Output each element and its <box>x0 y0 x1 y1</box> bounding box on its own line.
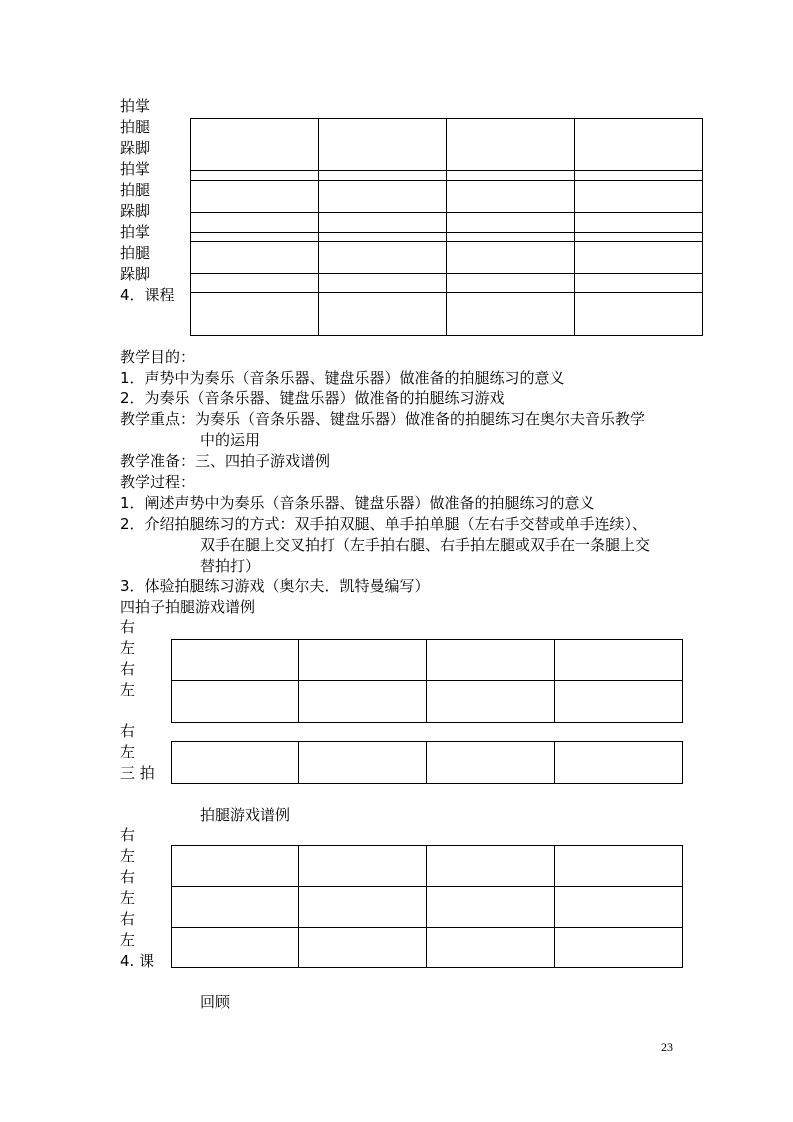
objective-2: 2．为奏乐（音条乐器、键盘乐器）做准备的拍腿练习游戏 <box>120 389 505 407</box>
objective-heading: 教学目的： <box>120 348 196 366</box>
three-beat-grid <box>171 845 683 968</box>
process-step-3: 3．体验拍腿练习游戏（奥尔夫．凯特曼编写） <box>120 577 430 595</box>
grid-row <box>172 846 683 887</box>
grid-row <box>191 171 703 181</box>
process-step-2-line-3: 替拍打） <box>200 557 261 575</box>
three-beat-label-course: 4. 课 <box>120 952 155 970</box>
label-stomp-1: 跺脚 <box>120 139 151 157</box>
four-beat-label-left-1: 左 <box>120 639 136 657</box>
grid-row <box>191 233 703 242</box>
four-beat-label-right-3: 右 <box>120 722 136 740</box>
grid-row <box>191 181 703 213</box>
grid-row <box>172 928 683 968</box>
label-thigh-3: 拍腿 <box>120 244 151 262</box>
four-beat-grid-1 <box>171 639 683 723</box>
grid-row <box>191 119 703 171</box>
label-thigh-1: 拍腿 <box>120 118 151 136</box>
four-beat-grid-2 <box>171 741 683 784</box>
four-beat-title: 四拍子拍腿游戏谱例 <box>120 598 256 616</box>
three-beat-label-right-3: 右 <box>120 910 136 928</box>
grid-row <box>191 293 703 336</box>
grid-row <box>191 242 703 274</box>
key-point-line-2: 中的运用 <box>200 431 261 449</box>
label-clap-2: 拍掌 <box>120 160 151 178</box>
top-score-grid <box>190 118 703 336</box>
process-step-1: 1．阐述声势中为奏乐（音条乐器、键盘乐器）做准备的拍腿练习的意义 <box>120 494 595 512</box>
three-beat-title: 拍腿游戏谱例 <box>200 806 291 824</box>
three-beat-label-right-2: 右 <box>120 868 136 886</box>
grid-row <box>172 640 683 681</box>
four-beat-label-three-beat: 三 拍 <box>120 764 155 782</box>
three-beat-label-left-2: 左 <box>120 889 136 907</box>
grid-row <box>191 213 703 233</box>
process-step-2-line-2: 双手在腿上交叉拍打（左手拍右腿、右手拍左腿或双手在一条腿上交 <box>200 536 651 554</box>
grid-row <box>172 742 683 784</box>
four-beat-label-right-2: 右 <box>120 660 136 678</box>
grid-row <box>191 274 703 293</box>
four-beat-label-left-2: 左 <box>120 681 136 699</box>
label-stomp-2: 跺脚 <box>120 202 151 220</box>
key-point-line-1: 教学重点：为奏乐（音条乐器、键盘乐器）做准备的拍腿练习在奥尔夫音乐教学 <box>120 410 646 428</box>
three-beat-label-left-1: 左 <box>120 847 136 865</box>
three-beat-label-right-1: 右 <box>120 826 136 844</box>
three-beat-label-left-3: 左 <box>120 931 136 949</box>
page-number: 23 <box>661 1040 673 1054</box>
review-footer: 回顾 <box>200 993 231 1011</box>
label-clap-3: 拍掌 <box>120 223 151 241</box>
objective-1: 1．声势中为奏乐（音条乐器、键盘乐器）做准备的拍腿练习的意义 <box>120 369 565 387</box>
process-heading: 教学过程： <box>120 473 196 491</box>
grid-row <box>172 681 683 723</box>
grid-row <box>172 887 683 928</box>
label-thigh-2: 拍腿 <box>120 181 151 199</box>
preparation: 教学准备：三、四拍子游戏谱例 <box>120 452 331 470</box>
label-stomp-3: 跺脚 <box>120 265 151 283</box>
four-beat-label-left-3: 左 <box>120 743 136 761</box>
four-beat-label-right-1: 右 <box>120 618 136 636</box>
label-clap-1: 拍掌 <box>120 97 151 115</box>
label-course: 4．课程 <box>120 286 175 304</box>
process-step-2-line-1: 2．介绍拍腿练习的方式：双手拍双腿、单手拍单腿（左右手交替或单手连续）、 <box>120 515 648 533</box>
